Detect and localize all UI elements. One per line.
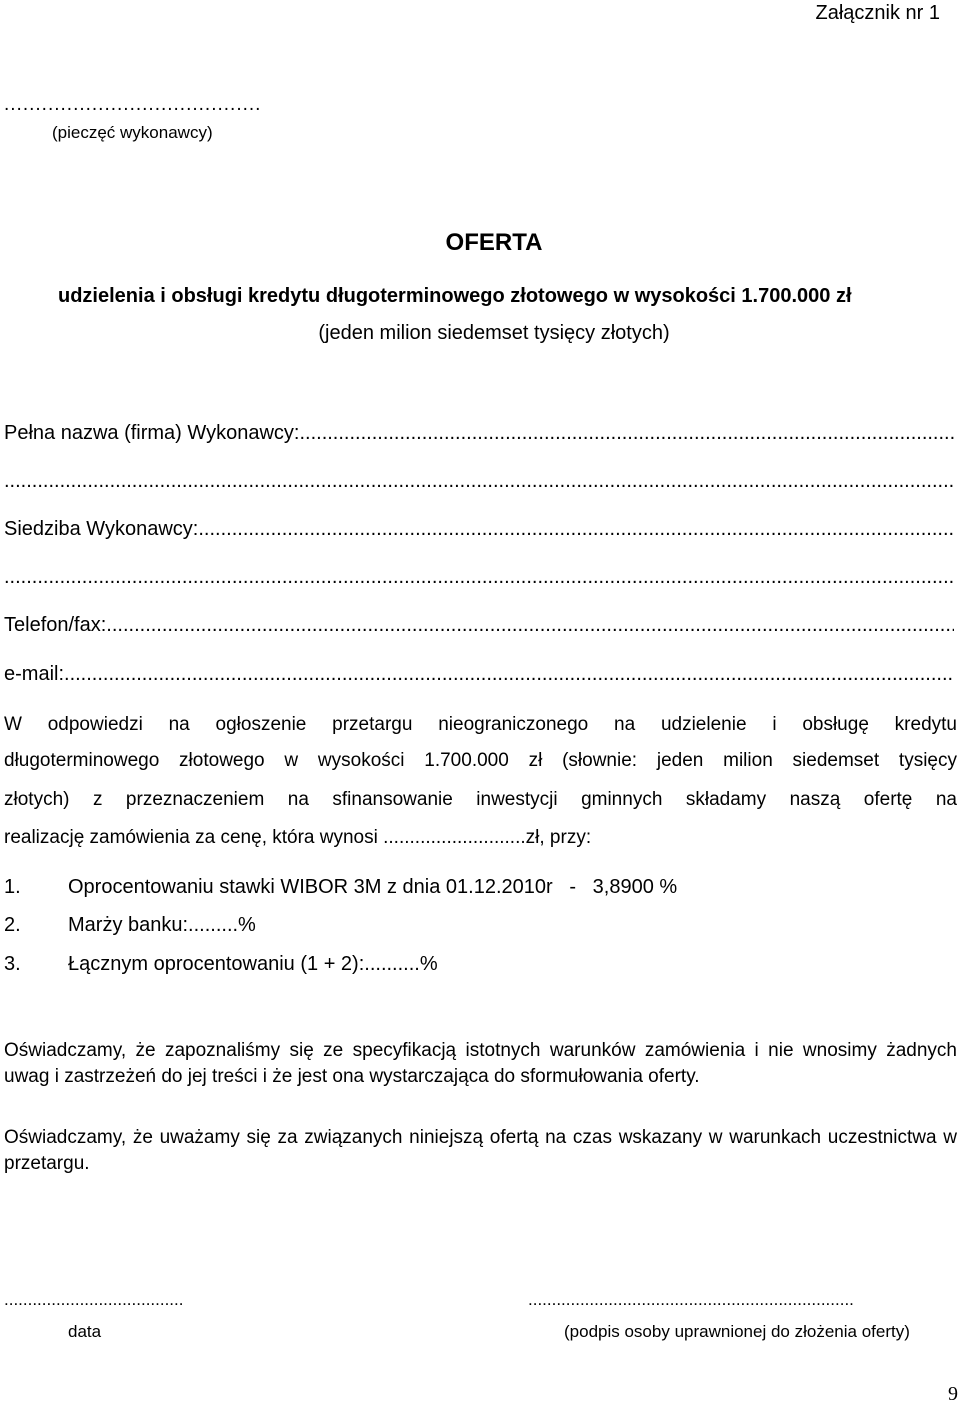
pricing-item-text: Łącznym oprocentowaniu (1 + 2):..........%: [68, 953, 438, 975]
contractor-seat-field[interactable]: [4, 518, 954, 541]
pricing-item-number: 3.: [4, 953, 21, 975]
dotted-fill: [4, 566, 954, 589]
dotted-fill: [106, 614, 954, 637]
offer-text-line: długoterminowego złotowego w wysokości 1.700.000 zł (słownie: jeden milion siedemset tysięcy: [4, 750, 957, 771]
pricing-item-text: Oprocentowaniu stawki WIBOR 3M z dnia 01.12.2010r - 3,8900 %: [68, 876, 678, 898]
offer-subtitle-amount-words: (jeden milion siedemset tysięcy złotych): [318, 322, 670, 344]
pricing-item: [0, 914, 960, 942]
offer-text-line: W odpowiedzi na ogłoszenie przetargu nieograniczonego na udzielenie i obsługę kredytu: [4, 714, 957, 735]
phone-fax-field[interactable]: [4, 614, 954, 637]
pricing-item-number: 2.: [4, 914, 21, 936]
dotted-fill: [64, 663, 954, 686]
signature-label: (podpis osoby uprawnionej do złożenia oferty): [564, 1322, 910, 1341]
email-field[interactable]: [4, 663, 954, 686]
page-number: 9: [948, 1383, 958, 1405]
annex-label: Załącznik nr 1: [815, 2, 940, 24]
offer-subtitle: udzielenia i obsługi kredytu długoterminowego złotowego w wysokości 1.700.000 zł: [58, 285, 852, 307]
date-label: data: [68, 1322, 102, 1341]
offer-title: OFERTA: [445, 229, 543, 256]
pricing-item-number: 1.: [4, 876, 21, 898]
declaration-paragraph: Oświadczamy, że uważamy się za związanych niniejszą ofertą na czas wskazany w warunkach uczestnictwa w przetargu.: [4, 1127, 957, 1174]
contractor-seat-field-continuation[interactable]: [4, 566, 954, 589]
pricing-item: [0, 876, 960, 904]
contractor-name-field-continuation[interactable]: [4, 470, 954, 493]
dotted-fill: [4, 470, 954, 493]
contractor-seat-label: Siedziba Wykonawcy:: [4, 518, 199, 540]
declaration-paragraph: Oświadczamy, że zapoznaliśmy się ze specyfikacją istotnych warunków zamówienia i nie wnosimy żadnych uwag i zastrzeżeń do jej treści i że jest ona wystarczająca do sformułowania oferty.: [4, 1040, 957, 1087]
stamp-dotted-line: .........................................: [4, 94, 262, 115]
phone-fax-label: Telefon/fax:: [4, 614, 107, 636]
offer-text-line: złotych) z przeznaczeniem na sfinansowanie inwestycji gminnych składamy naszą ofertę na: [4, 789, 957, 810]
dotted-fill: [299, 422, 954, 445]
email-label: e-mail:: [4, 663, 65, 685]
contractor-name-label: Pełna nazwa (firma) Wykonawcy:: [4, 422, 300, 444]
signature-dotted-line[interactable]: .....................................................................: [528, 1290, 854, 1309]
stamp-label: (pieczęć wykonawcy): [52, 123, 213, 142]
contractor-name-field[interactable]: [4, 422, 954, 445]
dotted-fill: [198, 518, 954, 541]
offer-price-line: realizację zamówienia za cenę, która wynosi ...........................zł, przy:: [4, 827, 592, 848]
date-dotted-line[interactable]: ......................................: [4, 1290, 184, 1309]
pricing-item-text: Marży banku:.........%: [68, 914, 256, 936]
pricing-item: [0, 953, 960, 981]
